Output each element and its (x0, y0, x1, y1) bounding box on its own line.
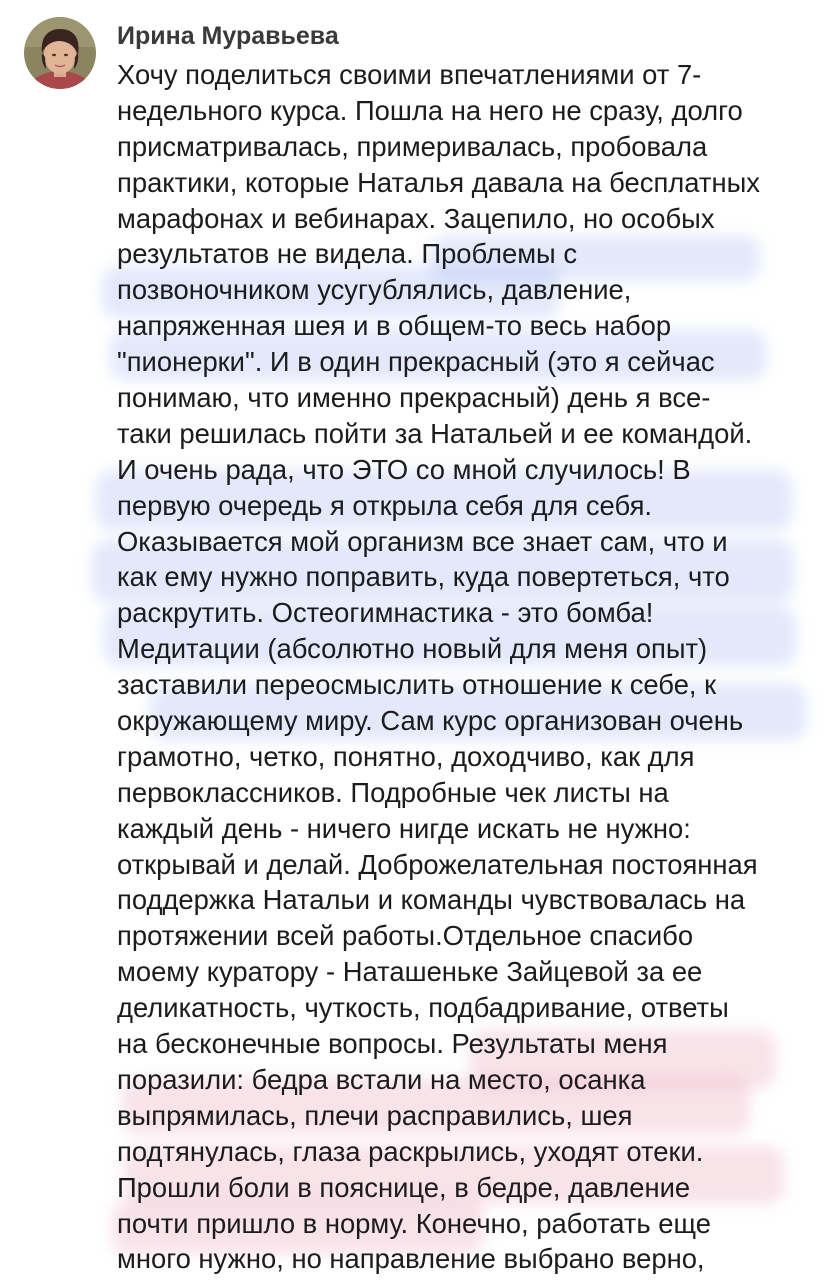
post-text-line: первую очередь я открыла себя для себя. (117, 489, 653, 521)
post-text-line: каждый день - ничего нигде искать не нужно: (117, 812, 691, 844)
post-text-line: первоклассников. Подробные чек листы на (117, 776, 669, 808)
post-text-line: поддержка Натальи и команды чувствовалась на (117, 884, 746, 916)
post-text-line: "пионерки". И в один прекрасный (это я сейчас (117, 346, 715, 378)
post-text-line: заставили переосмыслить отношение к себе, к (117, 669, 717, 701)
post-text-line: раскрутить. Остеогимнастика - это бомба! (117, 597, 654, 629)
post-text-line: присматривалась, примеривалась, пробовала (117, 130, 708, 162)
post-text-line: недельного курса. Пошла на него не сразу, долго (117, 94, 743, 126)
post-text-line: подтянулась, глаза раскрылись, уходят отеки. (117, 1135, 704, 1167)
post-text-line: окружающему миру. Сам курс организован очень (117, 705, 744, 737)
post-text-line: позвоночником усугублялись, давление, (117, 274, 632, 306)
post-text-line: понимаю, что именно прекрасный) день я все- (117, 382, 711, 414)
post-text-line: таки решилась пойти за Натальей и ее командой. (117, 417, 753, 449)
post-text-line: поразили: бедра встали на место, осанка (117, 1063, 646, 1095)
author-avatar[interactable] (24, 17, 96, 89)
post-text-line: Медитации (абсолютно новый для меня опыт) (117, 633, 708, 665)
post-text-line: моему куратору - Наташеньке Зайцевой за ее (117, 956, 703, 988)
post-text-line: практики, которые Наталья давала на бесплатных (117, 166, 760, 198)
post-text-line: много нужно, но направление выбрано верно, (117, 1243, 705, 1275)
post-text-line: как ему нужно поправить, куда повертеться, что (117, 561, 730, 593)
avatar-photo (24, 17, 96, 89)
post-text-line: Оказывается мой организм все знает сам, что и (117, 525, 728, 557)
author-name[interactable]: Ирина Муравьева (117, 22, 339, 50)
post-text-line: почти пришло в норму. Конечно, работать еще (117, 1207, 711, 1239)
post-text-line: деликатность, чуткость, подбадривание, ответы (117, 992, 729, 1024)
post-text-line: протяжении всей работы.Отдельное спасибо (117, 920, 694, 952)
post-text-line: выпрямилась, плечи расправились, шея (117, 1099, 633, 1131)
post-text-line: результатов не видела. Проблемы с (117, 238, 578, 270)
post-text-line: на бесконечные вопросы. Результаты меня (117, 1028, 668, 1060)
post-text-line: напряженная шея и в общем-то весь набор (117, 310, 672, 342)
post-text (117, 57, 822, 1277)
post-text-line: открывай и делай. Доброжелательная постоянная (117, 848, 758, 880)
post-text-line: И очень рада, что ЭТО со мной случилось! В (117, 453, 691, 485)
post-text-line: марафонах и вебинарах. Зацепило, но особых (117, 202, 715, 234)
post-text-line: Хочу поделиться своими впечатлениями от 7- (117, 59, 702, 90)
post-text-line: Прошли боли в пояснице, в бедре, давление (117, 1171, 691, 1203)
post-text-line: грамотно, четко, понятно, доходчиво, как для (117, 740, 695, 772)
